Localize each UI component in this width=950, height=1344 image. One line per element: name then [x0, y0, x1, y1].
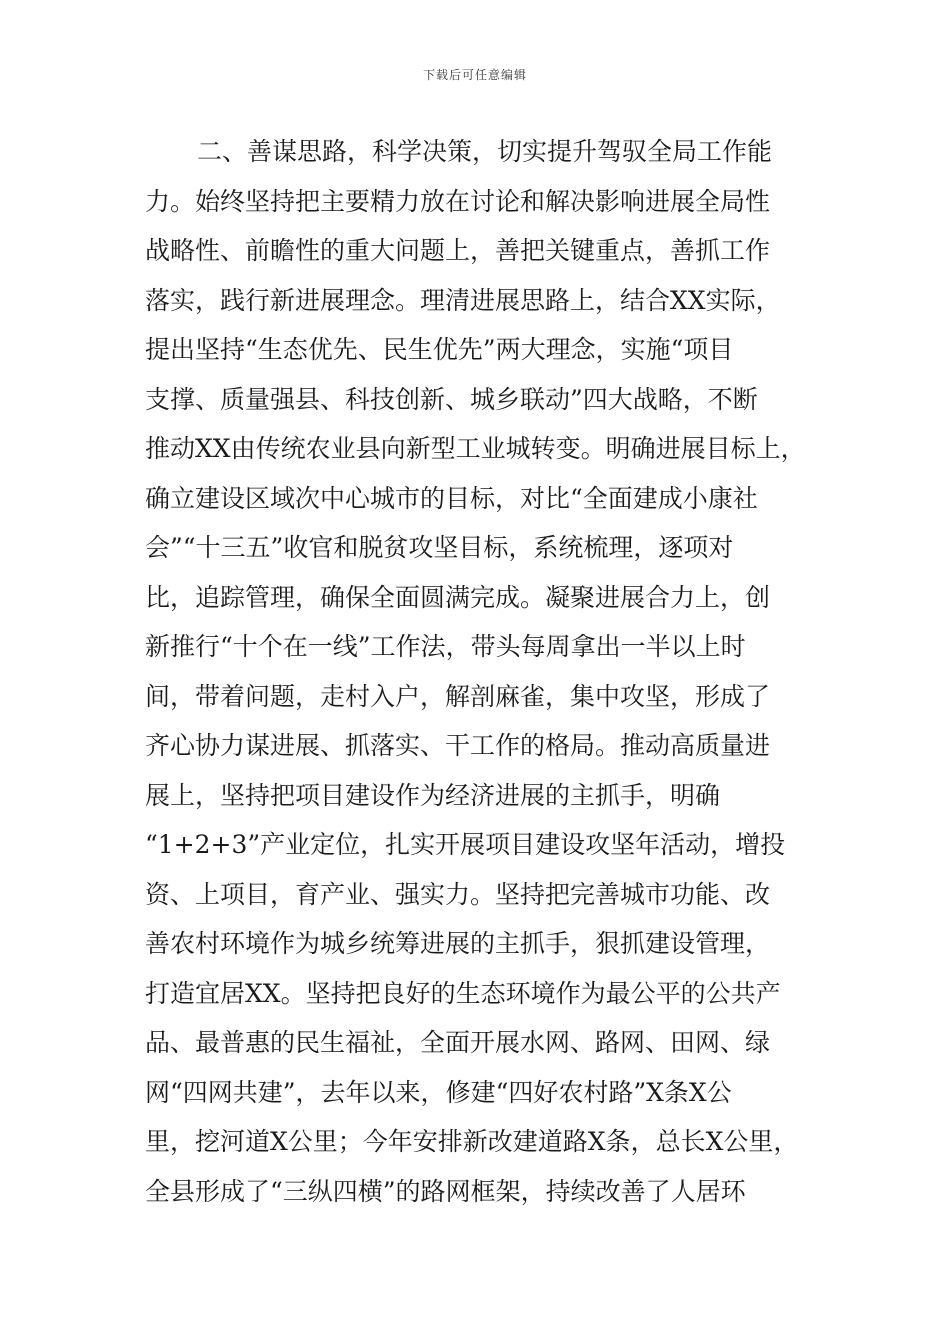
text-line: 网“四网共建”，去年以来，修建“四好农村路”X条X公 [145, 1077, 732, 1107]
text-line: “1+2+3”产业定位，扎实开展项目建设攻坚年活动，增投 [145, 830, 786, 859]
text-line: 展上，坚持把项目建设作为经济进展的主抓手，明确 [145, 780, 721, 810]
text-line: 力。始终坚持把主要精力放在讨论和解决影响进展全局性 [145, 186, 771, 216]
text-line: 提出坚持“生态优先、民生优先”两大理念，实施“项目 [145, 335, 734, 364]
text-line: 二、善谋思路，科学决策，切实提升驾驭全局工作能 [197, 137, 773, 166]
page-header: 下载后可任意编辑 [422, 68, 527, 82]
text-line: 确立建设区域次中心城市的目标，对比“全面建成小康社 [145, 483, 758, 513]
text-line: 资、上项目，育产业、强实力。坚持把完善城市功能、改 [145, 879, 771, 909]
text-line: 比，追踪管理，确保全面圆满完成。凝聚进展合力上，创 [145, 582, 771, 612]
text-line: 齐心协力谋进展、抓落实、干工作的格局。推动高质量进 [145, 731, 771, 760]
text-line: 支撑、质量强县、科技创新、城乡联动”四大战略，不断 [145, 384, 758, 414]
text-line: 新推行“十个在一线”工作法，带头每周拿出一半以上时 [145, 632, 746, 661]
text-line: 落实，践行新进展理念。理清进展思路上，结合XX实际， [145, 285, 781, 315]
text-line: 品、最普惠的民生福祉，全面开展水网、路网、田网、绿 [145, 1028, 771, 1057]
text-line: 间，带着问题，走村入户，解剖麻雀，集中攻坚，形成了 [145, 681, 771, 711]
body-text [145, 127, 825, 1216]
text-line: 里，挖河道X公里；今年安排新改建道路X条，总长X公里， [145, 1127, 799, 1156]
text-line: 推动XX由传统农业县向新型工业城转变。明确进展目标上， [145, 434, 806, 463]
text-line: 会”“十三五”收官和脱贫攻坚目标，系统梳理，逐项对 [145, 533, 734, 562]
text-line: 善农村环境作为城乡统筹进展的主抓手，狠抓建设管理， [145, 929, 771, 958]
text-line: 战略性、前瞻性的重大问题上，善把关键重点，善抓工作 [145, 236, 771, 265]
text-line: 全县形成了“三纵四横”的路网框架，持续改善了人居环 [145, 1176, 746, 1206]
text-line: 打造宜居XX。坚持把良好的生态环境作为最公平的公共产 [145, 978, 781, 1008]
